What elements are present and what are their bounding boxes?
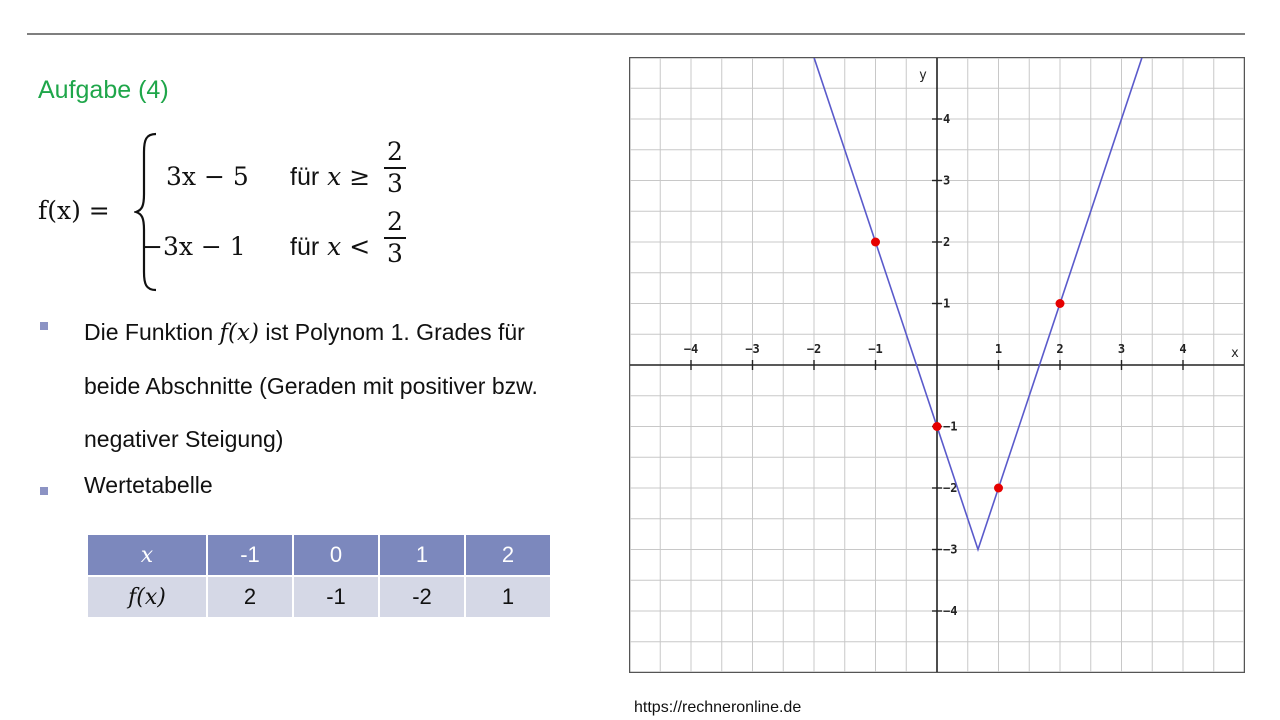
bullet-square-icon [40, 487, 48, 495]
task-title: Aufgabe (4) [38, 76, 169, 104]
data-point [1056, 299, 1065, 308]
piecewise-formula [38, 130, 418, 295]
y-tick-label: 1 [943, 296, 951, 311]
table-row [87, 534, 551, 576]
case1-condition: für x ≥ [290, 162, 371, 191]
y-tick-label: −2 [943, 481, 958, 495]
x-tick-label: 3 [1117, 342, 1126, 356]
table-cell: -1 [207, 534, 293, 576]
y-tick-label: 4 [943, 112, 951, 126]
data-point [933, 422, 942, 431]
y-axis-label: y [919, 68, 927, 83]
case2-expr: −3x − 1 [142, 232, 246, 261]
case2-condition: für x < [290, 232, 371, 261]
table-cell: 2 [465, 534, 551, 576]
table-cell: 1 [379, 534, 465, 576]
case2-fraction: 2 3 [384, 208, 406, 268]
case1-expr: 3x − 5 [166, 162, 249, 191]
x-tick-label: 2 [1056, 342, 1064, 356]
y-tick-label: 2 [943, 235, 951, 249]
y-tick-label: −1 [943, 419, 958, 434]
left-brace [134, 132, 160, 292]
x-tick-label: −2 [806, 342, 822, 356]
table-cell: 0 [293, 534, 379, 576]
source-link[interactable]: https://rechneronline.de [634, 699, 802, 716]
x-tick-label: −1 [868, 342, 883, 356]
x-tick-label: −4 [683, 342, 699, 356]
table-cell: x [87, 534, 207, 576]
table-cell: -1 [293, 576, 379, 618]
x-axis-label: x [1231, 346, 1239, 361]
table-cell: 1 [465, 576, 551, 618]
case1-fraction: 2 3 [384, 138, 406, 198]
top-divider [27, 33, 1245, 35]
formula-lhs: f(x) = [38, 196, 110, 225]
table-cell: 2 [207, 576, 293, 618]
bullet-square-icon [40, 322, 48, 330]
y-tick-label: 3 [943, 173, 951, 188]
y-tick-label: −4 [943, 604, 958, 618]
bullet-text: Die Funktion f(x) ist Polynom 1. Grades für beide Abschnitte (Geraden mit positiver bzw. negativer Steigung) [84, 319, 538, 452]
data-point [871, 238, 880, 247]
y-tick-label: −3 [943, 542, 958, 557]
x-tick-label: 4 [1179, 342, 1187, 356]
bullet-text: Wertetabelle [84, 472, 213, 498]
x-tick-label: 1 [994, 342, 1003, 356]
data-point [994, 484, 1003, 493]
table-cell: f(x) [87, 576, 207, 618]
table-cell: -2 [379, 576, 465, 618]
table-row [87, 576, 551, 618]
value-table [86, 533, 552, 619]
function-graph [629, 57, 1245, 673]
x-tick-label: −3 [745, 342, 760, 356]
